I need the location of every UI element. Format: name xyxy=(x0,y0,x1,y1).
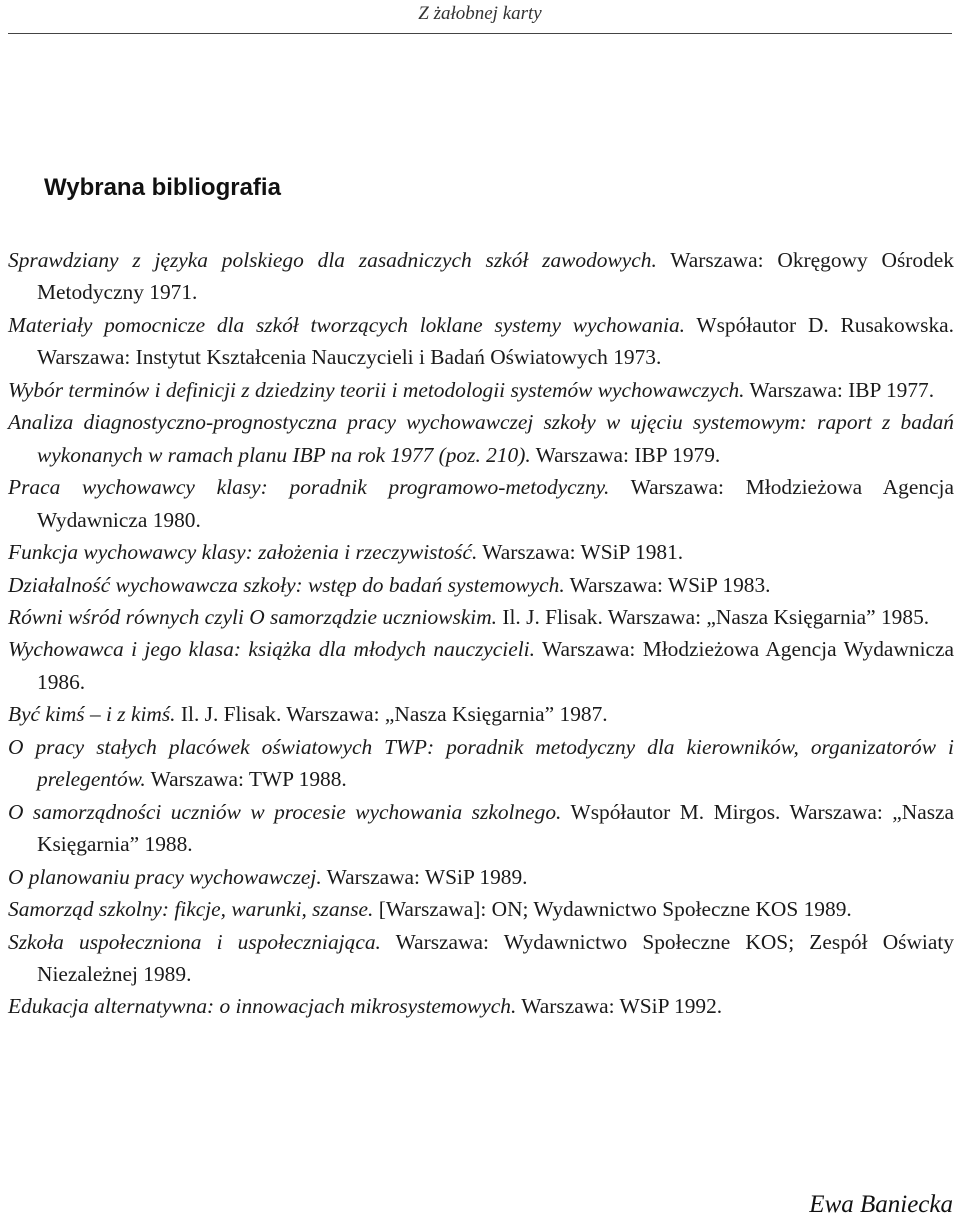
section-title: Wybrana bibliografia xyxy=(44,174,281,201)
entry-title: Analiza diagnostyczno-prognostyczna pracy wychowawczej szkoły w ujęciu systemowym: raport z badań wykonanych w ramach planu IBP na rok 1977 (poz. 210). xyxy=(8,410,954,467)
entry-title: O planowaniu pracy wychowawczej. xyxy=(8,864,322,889)
entry-publication: Il. J. Flisak. Warszawa: „Nasza Księgarnia” 1985. xyxy=(497,604,930,629)
entry-title: Samorząd szkolny: fikcje, warunki, szanse. xyxy=(8,897,374,922)
running-head: Z żałobnej karty xyxy=(418,3,542,24)
entry-title: O samorządności uczniów w procesie wychowania szkolnego. xyxy=(8,799,562,824)
entry-publication: Współautor M. Mirgos. Warszawa: „Nasza Księgarnia” 1988. xyxy=(37,799,955,857)
bibliography-entry xyxy=(8,569,954,601)
bibliography-entry xyxy=(8,471,954,536)
bibliography-list xyxy=(8,244,954,1023)
bibliography-entry xyxy=(8,406,954,471)
entry-title: Szkoła uspołeczniona i uspołeczniająca. xyxy=(8,929,381,954)
bibliography-entry xyxy=(8,601,954,633)
author-signature: Ewa Baniecka xyxy=(809,1191,953,1218)
bibliography-entry xyxy=(8,309,954,374)
entry-title: Równi wśród równych czyli O samorządzie uczniowskim. xyxy=(8,604,498,629)
entry-publication: Warszawa: Wydawnictwo Społeczne KOS; Zespół Oświaty Niezależnej 1989. xyxy=(37,929,954,986)
entry-publication: Warszawa: WSiP 1983. xyxy=(564,572,771,597)
entry-publication: Il. J. Flisak. Warszawa: „Nasza Księgarnia” 1987. xyxy=(175,702,608,727)
entry-publication: Warszawa: WSiP 1992. xyxy=(516,994,723,1019)
bibliography-entry xyxy=(8,374,954,406)
entry-title: Działalność wychowawcza szkoły: wstęp do badań systemowych. xyxy=(8,572,565,597)
entry-title: O pracy stałych placówek oświatowych TWP: poradnik metodyczny dla kierowników, organizatorów i prelegentów. xyxy=(8,734,954,792)
entry-title: Sprawdziany z języka polskiego dla zasadniczych szkół zawodowych. xyxy=(8,248,657,272)
bibliography-entry xyxy=(8,796,954,861)
bibliography-entry xyxy=(8,536,954,568)
bibliography-entry xyxy=(8,731,954,796)
bibliography-entry xyxy=(8,698,954,730)
entry-publication: Warszawa: IBP 1979. xyxy=(530,442,721,467)
bibliography-entry xyxy=(8,633,954,698)
entry-publication: Warszawa: WSiP 1989. xyxy=(321,864,528,889)
bibliography-entry xyxy=(8,861,954,893)
entry-publication: Warszawa: Młodzieżowa Agencja Wydawnicza 1986. xyxy=(37,637,954,694)
entry-title: Praca wychowawcy klasy: poradnik programowo-metodyczny. xyxy=(8,475,610,500)
entry-title: Edukacja alternatywna: o innowacjach mikrosystemowych. xyxy=(8,994,517,1019)
entry-title: Być kimś – i z kimś. xyxy=(8,702,176,727)
bibliography-entry xyxy=(8,893,954,925)
entry-publication: [Warszawa]: ON; Wydawnictwo Społeczne KOS 1989. xyxy=(373,897,852,922)
header-divider xyxy=(8,33,952,34)
entry-title: Wychowawca i jego klasa: książka dla młodych nauczycieli. xyxy=(8,637,535,662)
entry-publication: Współautor D. Rusakowska. Warszawa: Instytut Kształcenia Nauczycieli i Badań Oświatowych 1973. xyxy=(37,312,954,370)
entry-publication: Warszawa: Okręgowy Ośrodek Metodyczny 1971. xyxy=(37,248,955,305)
bibliography-entry xyxy=(8,990,954,1022)
entry-publication: Warszawa: IBP 1977. xyxy=(744,377,935,402)
entry-publication: Warszawa: WSiP 1981. xyxy=(477,540,684,565)
entry-title: Materiały pomocnicze dla szkół tworzących loklane systemy wychowania. xyxy=(8,312,685,337)
entry-publication: Warszawa: Młodzieżowa Agencja Wydawnicza 1980. xyxy=(37,475,954,532)
bibliography-entry xyxy=(8,244,954,309)
entry-title: Funkcja wychowawcy klasy: założenia i rzeczywistość. xyxy=(8,540,478,565)
bibliography-entry xyxy=(8,926,954,991)
entry-title: Wybór terminów i definicji z dziedziny teorii i metodologii systemów wychowawczych. xyxy=(8,377,745,402)
entry-publication: Warszawa: TWP 1988. xyxy=(145,767,347,792)
